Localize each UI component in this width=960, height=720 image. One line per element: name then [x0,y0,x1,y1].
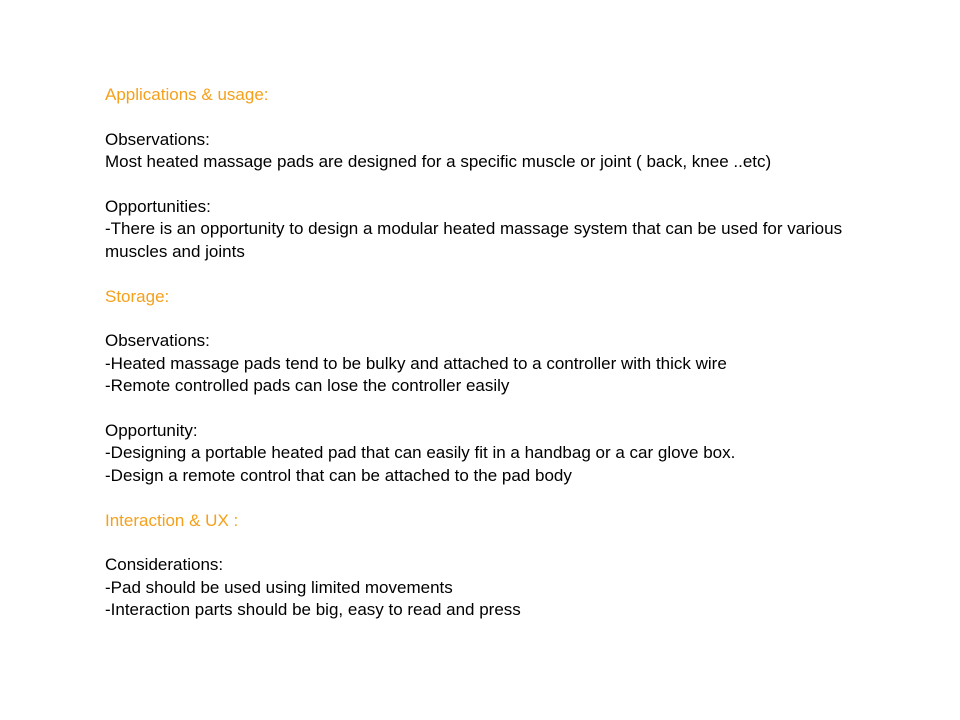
interaction-consideration-2: -Interaction parts should be big, easy to read and press [105,600,521,620]
storage-observation-2: -Remote controlled pads can lose the controller easily [105,376,510,396]
storage-observation-1: -Heated massage pads tend to be bulky and attached to a controller with thick wire [105,353,727,373]
spacer [105,308,895,330]
interaction-consideration-1: -Pad should be used using limited movements [105,577,453,597]
applications-opportunities-label: Opportunities: [105,197,211,216]
storage-opportunity-label: Opportunity: [105,421,198,441]
spacer [105,532,895,554]
spacer [105,263,895,285]
applications-opportunity-1: -There is an opportunity to design a modular heated massage system that can be used for various muscles and joints [105,219,843,261]
spacer [105,487,895,509]
spacer [105,106,895,128]
storage-opportunity-1: -Designing a portable heated pad that can easily fit in a handbag or a car glove box. [105,443,736,463]
storage-observations-label: Observations: [105,331,210,351]
spacer [105,174,895,196]
slide-content [105,84,895,622]
applications-observation-1: Most heated massage pads are designed for a specific muscle or joint ( back, knee ..etc) [105,152,772,172]
spacer [105,398,895,420]
storage-opportunity-2: -Design a remote control that can be attached to the pad body [105,465,572,485]
interaction-heading: Interaction & UX : [105,510,239,530]
interaction-considerations-label: Considerations: [105,555,224,575]
applications-observations-label: Observations: [105,129,210,149]
applications-heading: Applications & usage: [105,85,269,104]
storage-heading: Storage: [105,286,170,306]
